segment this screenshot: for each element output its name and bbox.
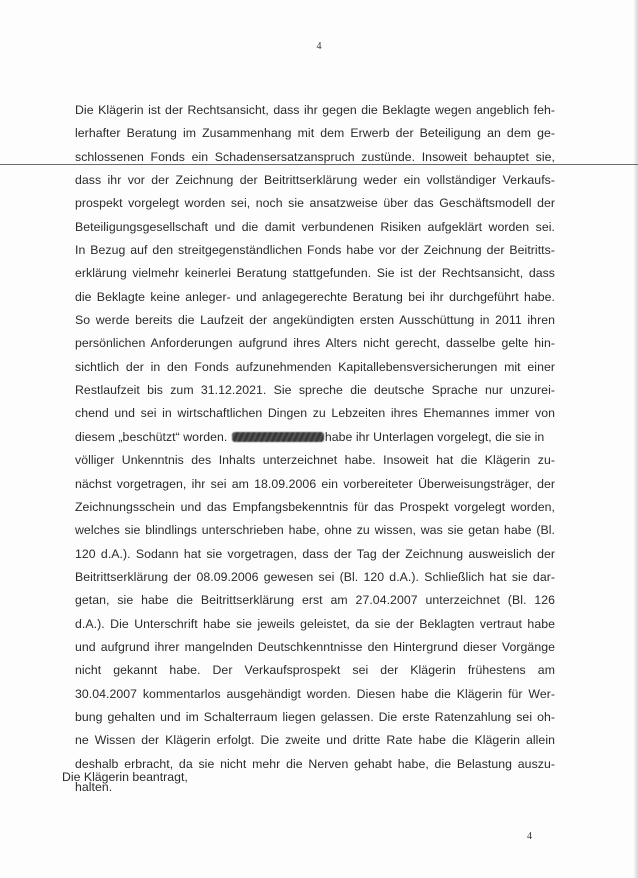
paragraph-line: völliger Unkenntnis des Inhalts unterzeichnet habe. Insoweit hat die Klägerin zu- — [75, 453, 555, 468]
paragraph-line: sichtlich der in den Fonds aufzunehmenden Kapitallebensversicherungen mit einer — [75, 359, 555, 374]
page-number-bottom: 4 — [527, 831, 532, 842]
main-paragraph — [75, 101, 555, 801]
paragraph-line: ne Wissen der Klägerin erfolgt. Die zweite und dritte Rate habe die Klägerin allein — [75, 733, 555, 748]
paragraph-line: welches sie blindlings unterschrieben habe, ohne zu wissen, was sie getan habe (Bl. — [75, 523, 555, 538]
paragraph-line: d.A.). Die Unterschrift habe sie jeweils geleistet, da sie der Beklagten vertraut habe — [75, 616, 555, 631]
paragraph-line-redacted — [75, 428, 555, 451]
paragraph-line: In Bezug auf den streitgegenständlichen Fonds habe vor der Zeichnung der Beitritts- — [75, 243, 555, 258]
paragraph-line: deshalb erbracht, da sie nicht mehr die Nerven gehabt habe, die Belastung auszu- — [75, 756, 555, 771]
paragraph-line: schlossenen Fonds ein Schadensersatzanspruch zustünde. Insoweit behauptet sie, — [75, 149, 555, 164]
closing-line: Die Klägerin beantragt, — [62, 770, 188, 784]
paragraph-line: nicht gekannt habe. Der Verkaufsprospekt sei der Klägerin frühestens am — [75, 663, 555, 678]
page-number-top: 4 — [316, 41, 322, 52]
paragraph-line: prospekt vorgelegt worden sei, noch sie ansatzweise über das Geschäftsmodell der — [75, 196, 555, 211]
paragraph-line: Zeichnungsschein und das Empfangsbekenntnis für das Prospekt vorgelegt worden, — [75, 499, 555, 514]
paragraph-line: erklärung vielmehr keinerlei Beratung stattgefunden. Sie ist der Rechtsansicht, dass — [75, 266, 555, 281]
paragraph-line: So werde bereits die Laufzeit der angekündigten ersten Ausschüttung in 2011 ihren — [75, 313, 555, 328]
paragraph-line: und aufgrund ihrer mangelnden Deutschkenntnisse den Hintergrund dieser Vorgänge — [75, 639, 555, 654]
redacted-line-before: diesem „beschützt“ worden. — [75, 429, 228, 444]
paragraph-line: Beitrittserklärung der 08.09.2006 gewesen sei (Bl. 120 d.A.). Schließlich hat sie dar- — [75, 569, 555, 584]
paragraph-line: Restlaufzeit bis zum 31.12.2021. Sie spreche die deutsche Sprache nur unzurei- — [75, 383, 555, 398]
redacted-line-after: habe ihr Unterlagen vorgelegt, die sie in — [324, 429, 545, 444]
redaction-mark — [232, 432, 324, 442]
paragraph-line: halten. — [75, 779, 113, 794]
paragraph-line: 30.04.2007 kommentarlos ausgehändigt worden. Diesen habe die Klägerin für Wer- — [75, 686, 555, 701]
paragraph-line: bung gehalten und im Schalterraum liegen gelassen. Die erste Ratenzahlung sei oh- — [75, 709, 555, 724]
page-edge-shadow — [634, 0, 638, 878]
paragraph-line: nächst vorgetragen, ihr sei am 18.09.2006 ein vorbereiteter Überweisungsträger, der — [75, 476, 555, 491]
paragraph-line: dass ihr vor der Zeichnung der Beitrittserklärung weder ein vollständiger Verkaufs- — [75, 173, 555, 188]
paragraph-line: Die Klägerin ist der Rechtsansicht, dass ihr gegen die Beklagte wegen angeblich feh- — [75, 103, 555, 117]
paragraph-line: chend und sei in wirtschaftlichen Dingen zu Lebzeiten ihres Ehemannes immer von — [75, 406, 555, 421]
paragraph-line: die Beklagte keine anleger- und anlagegerechte Beratung bei ihr durchgeführt habe. — [75, 289, 555, 304]
paragraph-line: persönlichen Anforderungen aufgrund ihres Alters nicht gerecht, dasselbe gelte hin- — [75, 336, 555, 351]
paragraph-line: 120 d.A.). Sodann hat sie vorgetragen, dass der Tag der Zeichnung ausweislich der — [75, 546, 555, 561]
paragraph-line: Beteiligungsgesellschaft und die damit verbundenen Risiken aufgeklärt worden sei. — [75, 219, 555, 234]
paragraph-line: lerhafter Beratung im Zusammenhang mit dem Erwerb der Beteiligung an dem ge- — [75, 126, 555, 141]
paragraph-line: getan, sie habe die Beitrittserklärung erst am 27.04.2007 unterzeichnet (Bl. 126 — [75, 593, 555, 608]
